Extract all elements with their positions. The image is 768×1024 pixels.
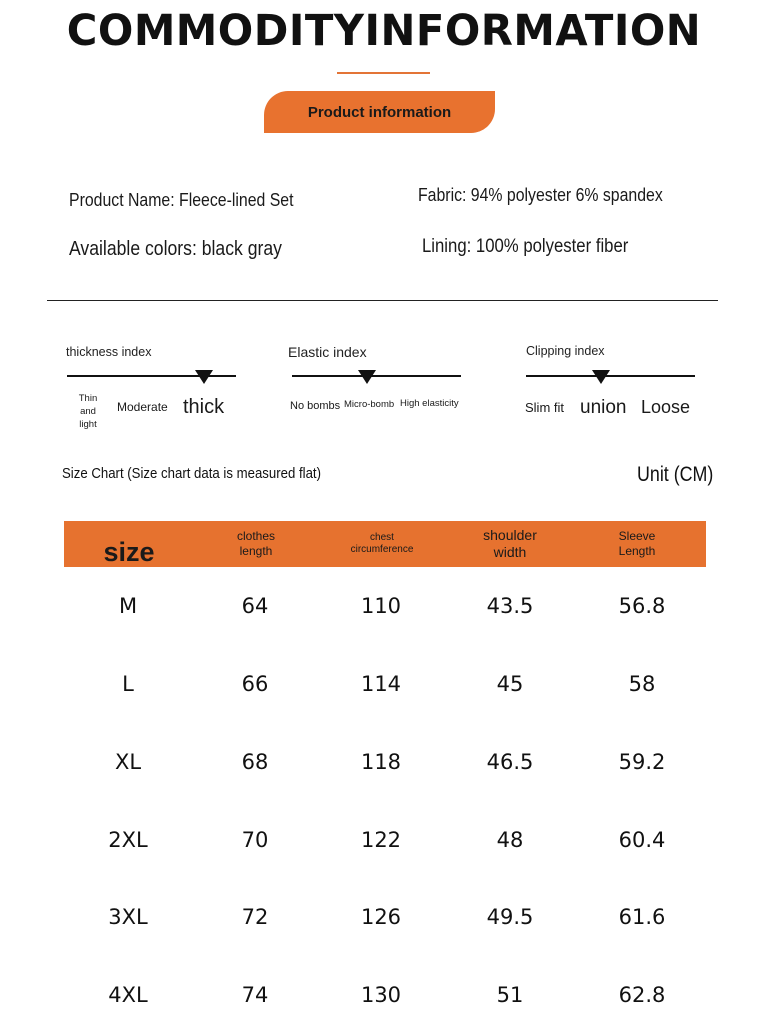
header-sleeve-line2: Length [618,544,656,558]
row-1-clothes-length: 64 [241,594,269,618]
row-1-size: M [118,594,138,618]
product-fabric: Fabric: 94% polyester 6% spandex [418,185,663,205]
thickness-option-thick: thick [183,396,225,418]
header-size [103,521,154,567]
row-2-shoulder: 45 [496,672,524,696]
thickness-index-title: thickness index [66,345,152,359]
row-4-sleeve: 60.4 [618,828,666,852]
row-6-sleeve: 62.8 [618,983,666,1007]
header-shoulder-line2: width [493,544,527,560]
row-6-size: 4XL [108,983,148,1007]
row-3-shoulder: 46.5 [486,750,534,774]
elastic-option-high-elasticity: High elasticity [400,398,459,409]
row-5-shoulder: 49.5 [486,905,534,929]
thickness-option-moderate: Moderate [117,400,168,414]
header-clothes-length-line1: clothes [236,529,276,543]
row-2-size: L [122,672,134,696]
row-3-sleeve: 59.2 [618,750,666,774]
row-5-sleeve: 61.6 [618,905,666,929]
row-1-chest: 110 [360,594,402,618]
elastic-option-no-bombs: No bombs [290,400,341,412]
row-5-clothes-length: 72 [241,905,269,929]
clipping-index-scale [526,375,695,377]
row-3-size: XL [114,750,142,774]
row-2-clothes-length: 66 [241,672,269,696]
header-sleeve-length [619,521,656,567]
row-4-shoulder: 48 [496,828,524,852]
row-3-chest: 118 [360,750,402,774]
row-5-chest: 126 [360,905,402,929]
row-2-sleeve: 58 [628,672,656,696]
header-clothes-length [237,521,275,567]
header-shoulder-line1: shoulder [483,526,537,543]
elastic-index-marker [358,370,376,384]
thickness-index-marker [195,370,213,384]
elastic-index-scale [292,375,461,377]
title-underline [337,72,430,74]
header-chest-line2: circumference [350,544,414,555]
header-chest-line1: chest [370,531,394,543]
product-lining: Lining: 100% polyester fiber [422,236,629,257]
row-6-clothes-length: 74 [241,983,269,1007]
size-chart-title: Size Chart (Size chart data is measured flat) [62,465,321,482]
row-4-clothes-length: 70 [241,828,269,852]
product-name: Product Name: Fleece-lined Set [69,190,294,210]
header-clothes-length-line2: length [239,544,273,558]
elastic-index-title: Elastic index [288,344,367,360]
row-2-chest: 114 [360,672,402,696]
page-title: COMMODITYINFORMATION [66,6,702,56]
row-1-sleeve: 56.8 [618,594,666,618]
clipping-index-title: Clipping index [526,344,605,358]
header-sleeve-line1: Sleeve [618,529,656,543]
header-shoulder-width [483,521,537,567]
section-pill: Product information [264,91,495,133]
row-6-shoulder: 51 [496,983,524,1007]
clipping-index-marker [592,370,610,384]
row-4-size: 2XL [108,828,148,852]
clipping-option-slim-fit: Slim fit [525,400,564,415]
row-1-shoulder: 43.5 [486,594,534,618]
header-size-label: size [103,537,155,568]
thickness-option-thin: Thin and light [78,393,98,430]
elastic-option-micro-bomb: Micro-bomb [344,399,395,410]
clipping-option-union: union [580,397,627,418]
row-6-chest: 130 [360,983,402,1007]
product-colors: Available colors: black gray [69,238,282,260]
clipping-option-loose: Loose [641,397,691,417]
row-4-chest: 122 [360,828,402,852]
row-3-clothes-length: 68 [241,750,269,774]
size-chart-unit: Unit (CM) [637,463,714,486]
section-divider [47,300,718,301]
header-chest-circumference [351,521,414,567]
row-5-size: 3XL [108,905,148,929]
